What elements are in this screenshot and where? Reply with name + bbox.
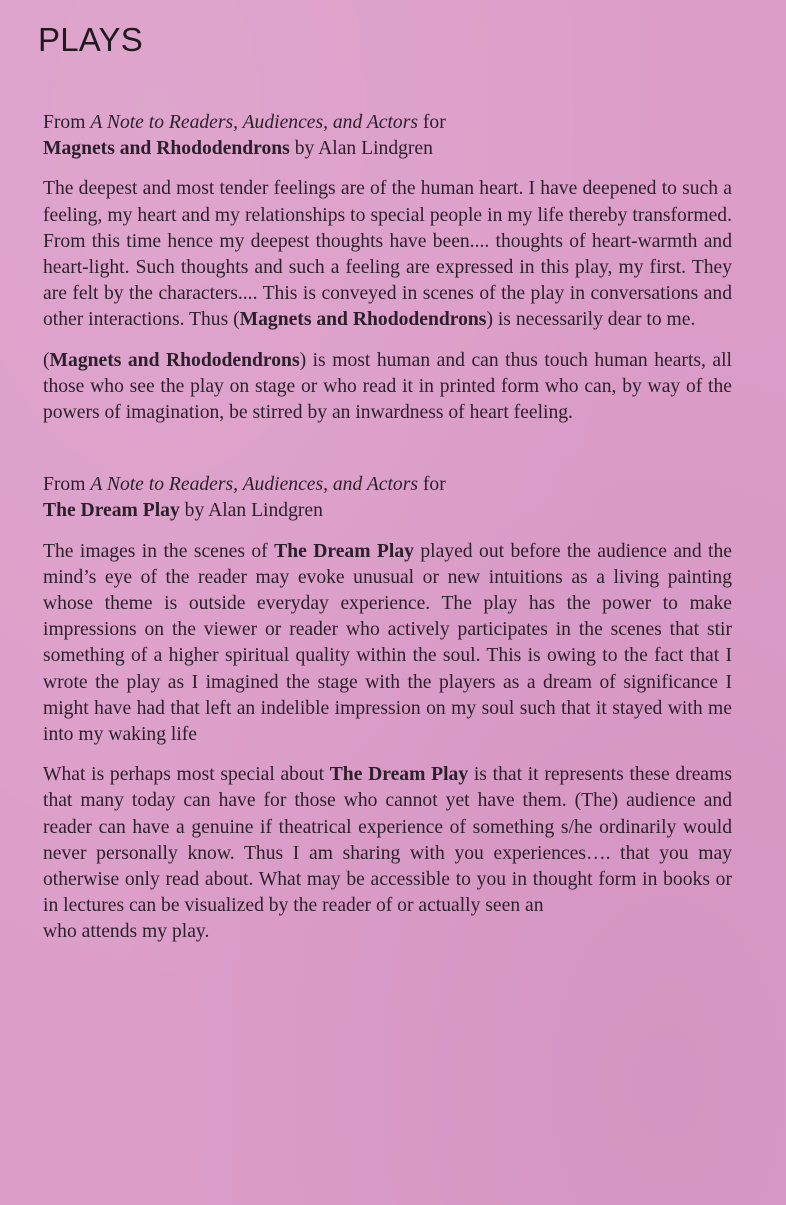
paragraph-text: is that it represents these dreams that many today can have for those who cannot yet have them. (The) audience and reader can have a genuine if theatrical experience of something s/he ordinarily would never personally know. Thus I am sharing with you experiences…. that you may otherwise only read about. What may be accessible to you in thought form in books or in lectures can be visualized by the reader of or actually seen an: [43, 764, 732, 917]
byline: by Alan Lindgren: [179, 500, 323, 522]
source-citation: [43, 110, 732, 162]
source-prefix: From: [43, 112, 91, 133]
play-title-inline: The Dream Play: [274, 540, 414, 562]
note-title: A Note to Readers, Audiences, and Actors: [90, 474, 418, 496]
paragraph-text: What is perhaps most special about: [43, 764, 330, 786]
paragraph: [43, 348, 732, 427]
source-for: for: [417, 474, 446, 496]
source-line-1: [43, 472, 732, 498]
paragraph: [43, 762, 732, 945]
play-title-inline: The Dream Play: [329, 764, 469, 786]
source-line-1: [43, 110, 732, 136]
source-for: for: [417, 112, 446, 133]
section-the-dream-play: [43, 472, 732, 945]
section-magnets-and-rhododendrons: [43, 110, 732, 426]
paragraph-text: (: [43, 349, 50, 371]
source-prefix: From: [43, 474, 91, 496]
paragraph: [43, 176, 732, 333]
paragraph-text: ) is necessarily dear to me.: [486, 309, 696, 331]
play-title: Magnets and Rhododendrons: [43, 138, 290, 160]
paragraph-text: who attends my play.: [43, 921, 210, 943]
paragraph: [43, 539, 732, 749]
play-title-inline: Magnets and Rhododendrons: [49, 349, 300, 371]
note-title: A Note to Readers, Audiences, and Actors: [90, 112, 418, 133]
source-citation: [43, 472, 732, 524]
source-line-2: [43, 136, 732, 162]
play-title: The Dream Play: [43, 500, 180, 522]
paragraph-text: played out before the audience and the mind’s eye of the reader may evoke unusual or new intuitions as a living painting whose theme is outside everyday experience. The play has the power to make impressions on the viewer or reader who actively participates in the scenes that stir something of a higher spiritual quality within the soul. This is owing to the fact that I wrote the play as I imagined the stage with the players as a dream of significance I might have had that left an indelible impression on my soul such that it stayed with me into my waking life: [43, 540, 732, 746]
page-title: PLAYS: [38, 21, 143, 58]
source-line-2: [43, 498, 732, 524]
paragraph-text: ) is most human and can thus touch human hearts, all those who see the play on stage or who read it in printed form who can, by way of the powers of imagination, be stirred by an inwardness of heart feeling.: [43, 349, 733, 424]
paragraph-text: The images in the scenes of: [43, 540, 275, 562]
paragraph-text: The deepest and most tender feelings are of the human heart. I have deepened to such a feeling, my heart and my relationships to special people in my life thereby transformed. From this time hence my deepest thoughts have been.... thoughts of heart-warmth and heart-light. Such thoughts and such a feeling are expressed in this play, my first. They are felt by the characters.... This is conveyed in scenes of the play in conversations and other interactions. Thus (: [43, 178, 732, 331]
play-title-inline: Magnets and Rhododendrons: [239, 309, 487, 331]
byline: by Alan Lindgren: [289, 138, 433, 160]
